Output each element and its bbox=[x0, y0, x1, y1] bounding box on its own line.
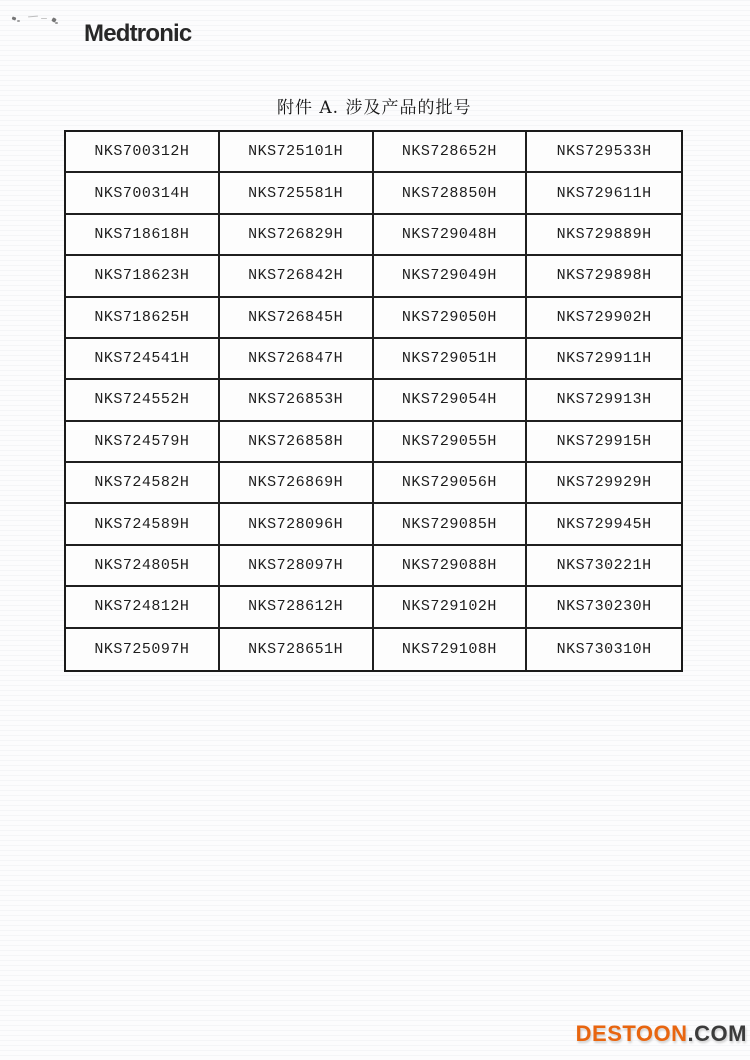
lot-number-cell: NKS729902H bbox=[527, 298, 681, 339]
lot-number-cell: NKS729915H bbox=[527, 422, 681, 463]
lot-number-cell: NKS729889H bbox=[527, 215, 681, 256]
lot-number-cell: NKS726869H bbox=[220, 463, 374, 504]
lot-number-cell: NKS718625H bbox=[66, 298, 220, 339]
watermark-suffix-text: .COM bbox=[687, 1021, 747, 1046]
lot-number-cell: NKS728651H bbox=[220, 629, 374, 670]
lot-number-cell: NKS729085H bbox=[374, 504, 528, 545]
lot-number-cell: NKS725101H bbox=[220, 132, 374, 173]
lot-number-cell: NKS729913H bbox=[527, 380, 681, 421]
lot-number-cell: NKS726829H bbox=[220, 215, 374, 256]
lot-number-cell: NKS726853H bbox=[220, 380, 374, 421]
lot-number-cell: NKS729055H bbox=[374, 422, 528, 463]
lot-number-cell: NKS728612H bbox=[220, 587, 374, 628]
lot-number-cell: NKS726847H bbox=[220, 339, 374, 380]
lot-number-cell: NKS724579H bbox=[66, 422, 220, 463]
lot-number-cell: NKS725097H bbox=[66, 629, 220, 670]
lot-number-cell: NKS726858H bbox=[220, 422, 374, 463]
lot-number-cell: NKS729056H bbox=[374, 463, 528, 504]
lot-number-cell: NKS726845H bbox=[220, 298, 374, 339]
lot-number-cell: NKS724552H bbox=[66, 380, 220, 421]
lot-number-cell: NKS718618H bbox=[66, 215, 220, 256]
lot-number-cell: NKS729051H bbox=[374, 339, 528, 380]
lot-number-cell: NKS728652H bbox=[374, 132, 528, 173]
lot-number-cell: NKS728096H bbox=[220, 504, 374, 545]
lot-number-cell: NKS729911H bbox=[527, 339, 681, 380]
lot-number-cell: NKS730221H bbox=[527, 546, 681, 587]
lot-number-cell: NKS725581H bbox=[220, 173, 374, 214]
lot-number-cell: NKS729048H bbox=[374, 215, 528, 256]
lot-number-cell: NKS729102H bbox=[374, 587, 528, 628]
lot-number-cell: NKS724582H bbox=[66, 463, 220, 504]
lot-number-cell: NKS729054H bbox=[374, 380, 528, 421]
lot-number-cell: NKS729050H bbox=[374, 298, 528, 339]
lot-number-cell: NKS729088H bbox=[374, 546, 528, 587]
lot-number-cell: NKS724541H bbox=[66, 339, 220, 380]
lot-number-cell: NKS724805H bbox=[66, 546, 220, 587]
lot-number-cell: NKS730230H bbox=[527, 587, 681, 628]
destoon-watermark bbox=[576, 1021, 747, 1047]
lot-number-table bbox=[64, 130, 683, 672]
lot-number-cell: NKS724812H bbox=[66, 587, 220, 628]
lot-number-cell: NKS729898H bbox=[527, 256, 681, 297]
attachment-title: 附件 A. 涉及产品的批号 bbox=[277, 98, 472, 118]
lot-number-cell: NKS700312H bbox=[66, 132, 220, 173]
medtronic-logo: Medtronic bbox=[84, 20, 192, 47]
lot-number-cell: NKS729945H bbox=[527, 504, 681, 545]
lot-number-cell: NKS729611H bbox=[527, 173, 681, 214]
lot-number-cell: NKS724589H bbox=[66, 504, 220, 545]
lot-number-cell: NKS726842H bbox=[220, 256, 374, 297]
watermark-brand-text: DESTOON bbox=[575, 1021, 688, 1046]
lot-number-cell: NKS729049H bbox=[374, 256, 528, 297]
pencil-scan-artifact bbox=[8, 10, 68, 28]
lot-number-cell: NKS718623H bbox=[66, 256, 220, 297]
lot-number-cell: NKS729108H bbox=[374, 629, 528, 670]
lot-number-cell: NKS729929H bbox=[527, 463, 681, 504]
lot-number-cell: NKS728850H bbox=[374, 173, 528, 214]
lot-number-cell: NKS730310H bbox=[556, 640, 652, 658]
lot-number-cell: NKS729533H bbox=[527, 132, 681, 173]
lot-number-cell: NKS700314H bbox=[66, 173, 220, 214]
lot-number-cell: NKS728097H bbox=[220, 546, 374, 587]
